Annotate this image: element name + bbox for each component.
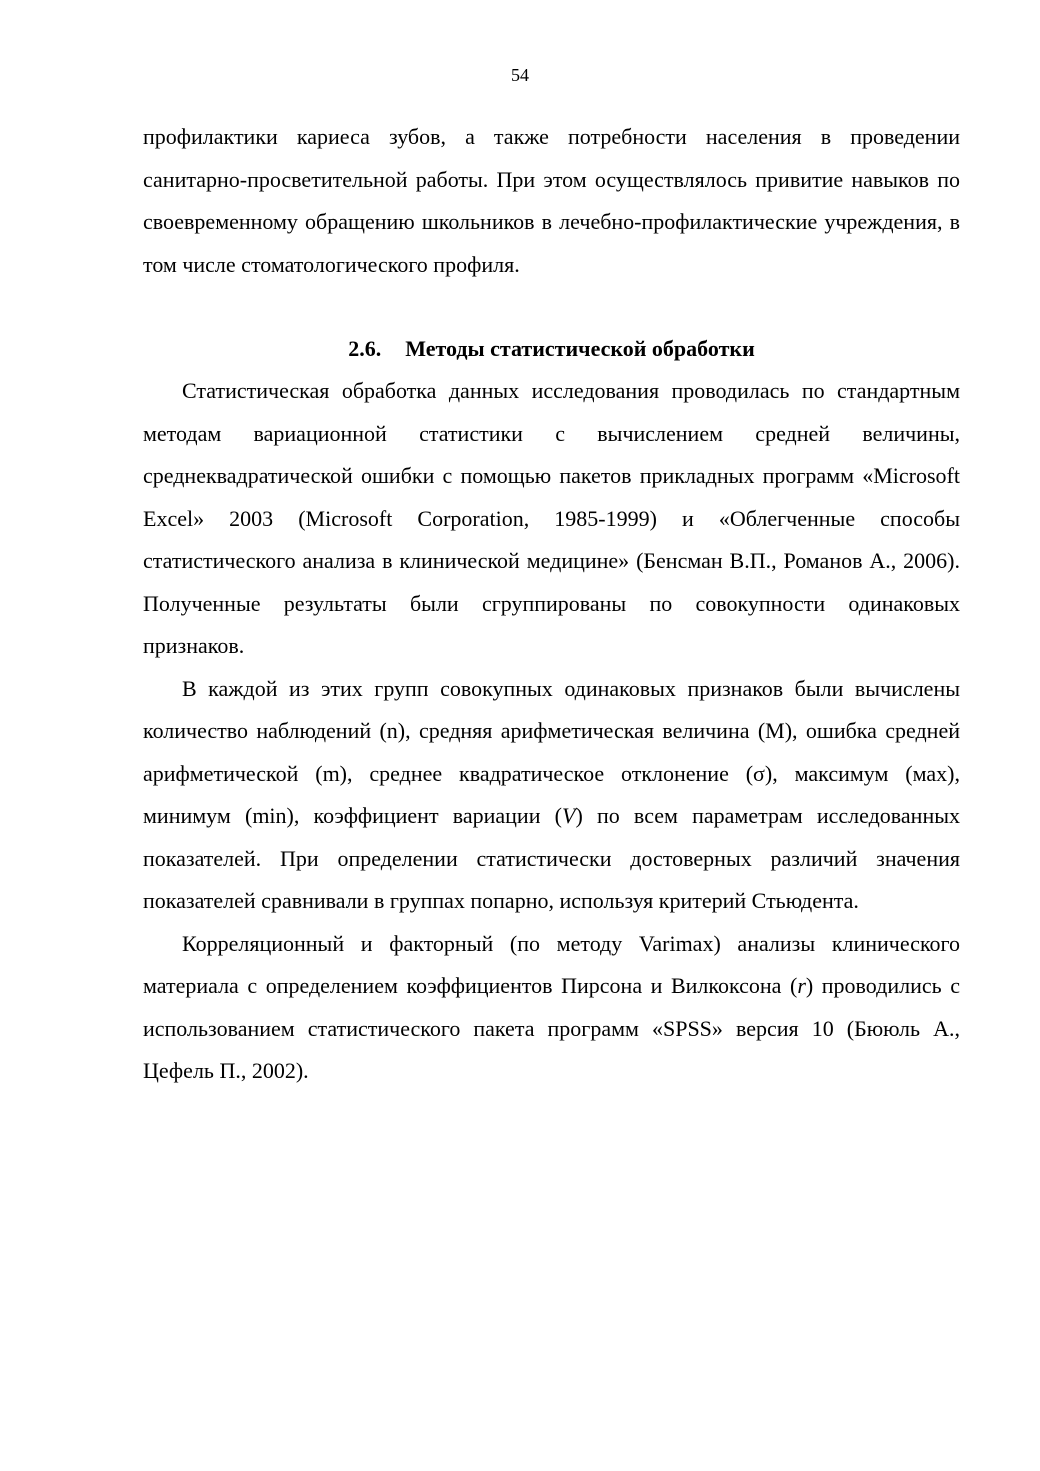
section-title: Методы статистической обработки <box>405 336 755 361</box>
paragraph-text: Корреляционный и факторный (по методу Varimax) анализы клинического материала с определением коэффициентов Пирсона и Вилкоксона ( <box>143 930 960 998</box>
section-heading <box>143 328 960 370</box>
section-number: 2.6. <box>348 336 382 361</box>
paragraph-text: ) проводились с использованием статистического пакета программ «SPSS» версия 10 (Бююль А., Цефель П., 2002). <box>143 973 960 1083</box>
paragraph-text: В каждой из этих групп совокупных одинаковых признаков были вычислены количество наблюдений (n), средняя арифметическая величина (М), ошибка средней арифметической (m), среднее квадратическое отклонение (σ), максимум (мах), минимум (min), коэффициент вариации ( <box>143 675 960 828</box>
correlation-symbol: r <box>797 973 806 998</box>
paragraph-statistical-processing: Статистическая обработка данных исследования проводилась по стандартным методам вариационной статистики с вычислением средней величины, среднеквадратической ошибки с помощью пакетов прикладных программ «Microsoft Excel» 2003 (Microsoft Corporation, 1985-1999) и «Облегченные способы статистического анализа в клинической медицине» (Бенсман В.П., Романов А., 2006). Полученные результаты были сгруппированы по совокупности одинаковых признаков. <box>143 378 960 658</box>
paragraph-groups-computed <box>143 668 960 923</box>
paragraph-correlation-analysis <box>143 923 960 1093</box>
page-number: 54 <box>511 65 529 85</box>
paragraph-prophylaxis: профилактики кариеса зубов, а также потребности населения в проведении санитарно-просветительной работы. При этом осуществлялось привитие навыков по своевременному обращению школьников в лечебно-профилактические учреждения, в том числе стоматологического профиля. <box>143 124 960 277</box>
variation-coefficient-symbol: V <box>562 803 576 828</box>
paragraph-text: ) по всем параметрам исследованных показателей. При определении статистически достоверных различий значения показателей сравнивали в группах попарно, используя критерий Стьюдента. <box>143 803 960 913</box>
document-body <box>143 116 960 1093</box>
